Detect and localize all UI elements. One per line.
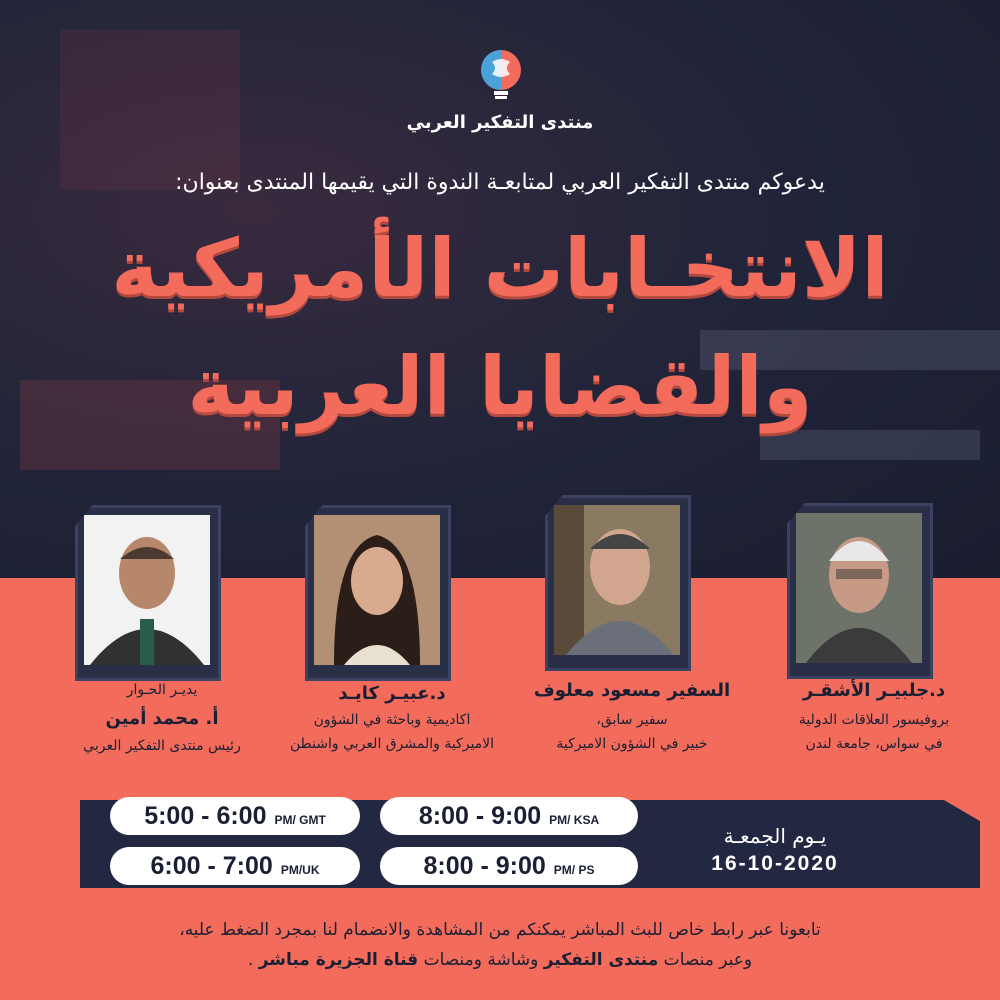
time-zone: PM/ GMT xyxy=(274,813,326,827)
footer-line2 xyxy=(80,945,920,975)
event-date: 16-10-2020 xyxy=(711,852,839,875)
moderator-photo xyxy=(84,515,210,665)
speaker-title: بروفيسور العلاقات الدولية xyxy=(798,712,950,728)
forum-platform-name: منتدى التفكير xyxy=(543,950,659,970)
time-slot xyxy=(380,847,638,885)
invitation-text: يدعوكم منتدى التفكير العربي لمتابعـة الندوة التي يقيمها المنتدى بعنوان: xyxy=(175,170,825,195)
moderator-name: أ. محمد أمين xyxy=(105,708,219,729)
time-range: 5:00 - 6:00 xyxy=(144,801,267,830)
speaker-affiliation: خبير في الشؤون الاميركية xyxy=(556,736,708,752)
moderator-title: رئيس منتدى التفكير العربي xyxy=(83,738,241,754)
time-range: 8:00 - 9:00 xyxy=(423,851,546,880)
speaker-name: د.عبيـر كايـد xyxy=(338,683,446,704)
speaker-photo xyxy=(314,515,440,665)
speaker-affiliation: الاميركية والمشرق العربي واشنطن xyxy=(289,736,495,752)
speaker-photo xyxy=(796,513,922,663)
speaker-name: د.جلبيـر الأشقـر xyxy=(802,680,946,701)
time-zone: PM/UK xyxy=(280,863,320,877)
time-range: 8:00 - 9:00 xyxy=(418,801,542,830)
footer-text-part: وعبر منصات xyxy=(658,950,753,970)
time-zone: PM/ KSA xyxy=(549,813,600,827)
time-range: 6:00 - 7:00 xyxy=(150,851,273,880)
event-day: يـوم الجمعـة xyxy=(723,824,827,848)
forum-logo xyxy=(470,44,532,106)
lightbulb-brain-logo-icon xyxy=(470,44,532,106)
time-slot xyxy=(110,797,360,835)
footer-text xyxy=(80,915,920,975)
footer-text-part: . xyxy=(247,950,259,970)
speaker-photo xyxy=(554,505,680,655)
time-slot xyxy=(380,797,638,835)
speaker-title: اكاديمية وباحثة في الشؤون xyxy=(313,712,471,728)
event-title-line2: والقضايا العربية xyxy=(187,340,813,433)
footer-text-part: وشاشة ومنصات xyxy=(418,950,544,970)
logo-text: منتدى التفكير العربي xyxy=(406,112,594,133)
event-title-line1: الانتخـابات الأمريكية xyxy=(111,222,889,315)
time-zone: PM/ PS xyxy=(553,863,595,877)
channel-name: قناة الجزيرة مباشر xyxy=(258,950,419,970)
speaker-title: سفير سابق، xyxy=(596,712,668,728)
speaker-name: السفير مسعود معلوف xyxy=(533,680,731,701)
time-slot xyxy=(110,847,360,885)
footer-line1: تابعونا عبر رابط خاص للبث المباشر يمكنكم من المشاهدة والانضمام لنا بمجرد الضغط عليه، xyxy=(179,920,821,940)
moderator-role: يديـر الحـوار xyxy=(126,682,198,698)
speaker-affiliation: في سواس، جامعة لندن xyxy=(805,736,943,752)
